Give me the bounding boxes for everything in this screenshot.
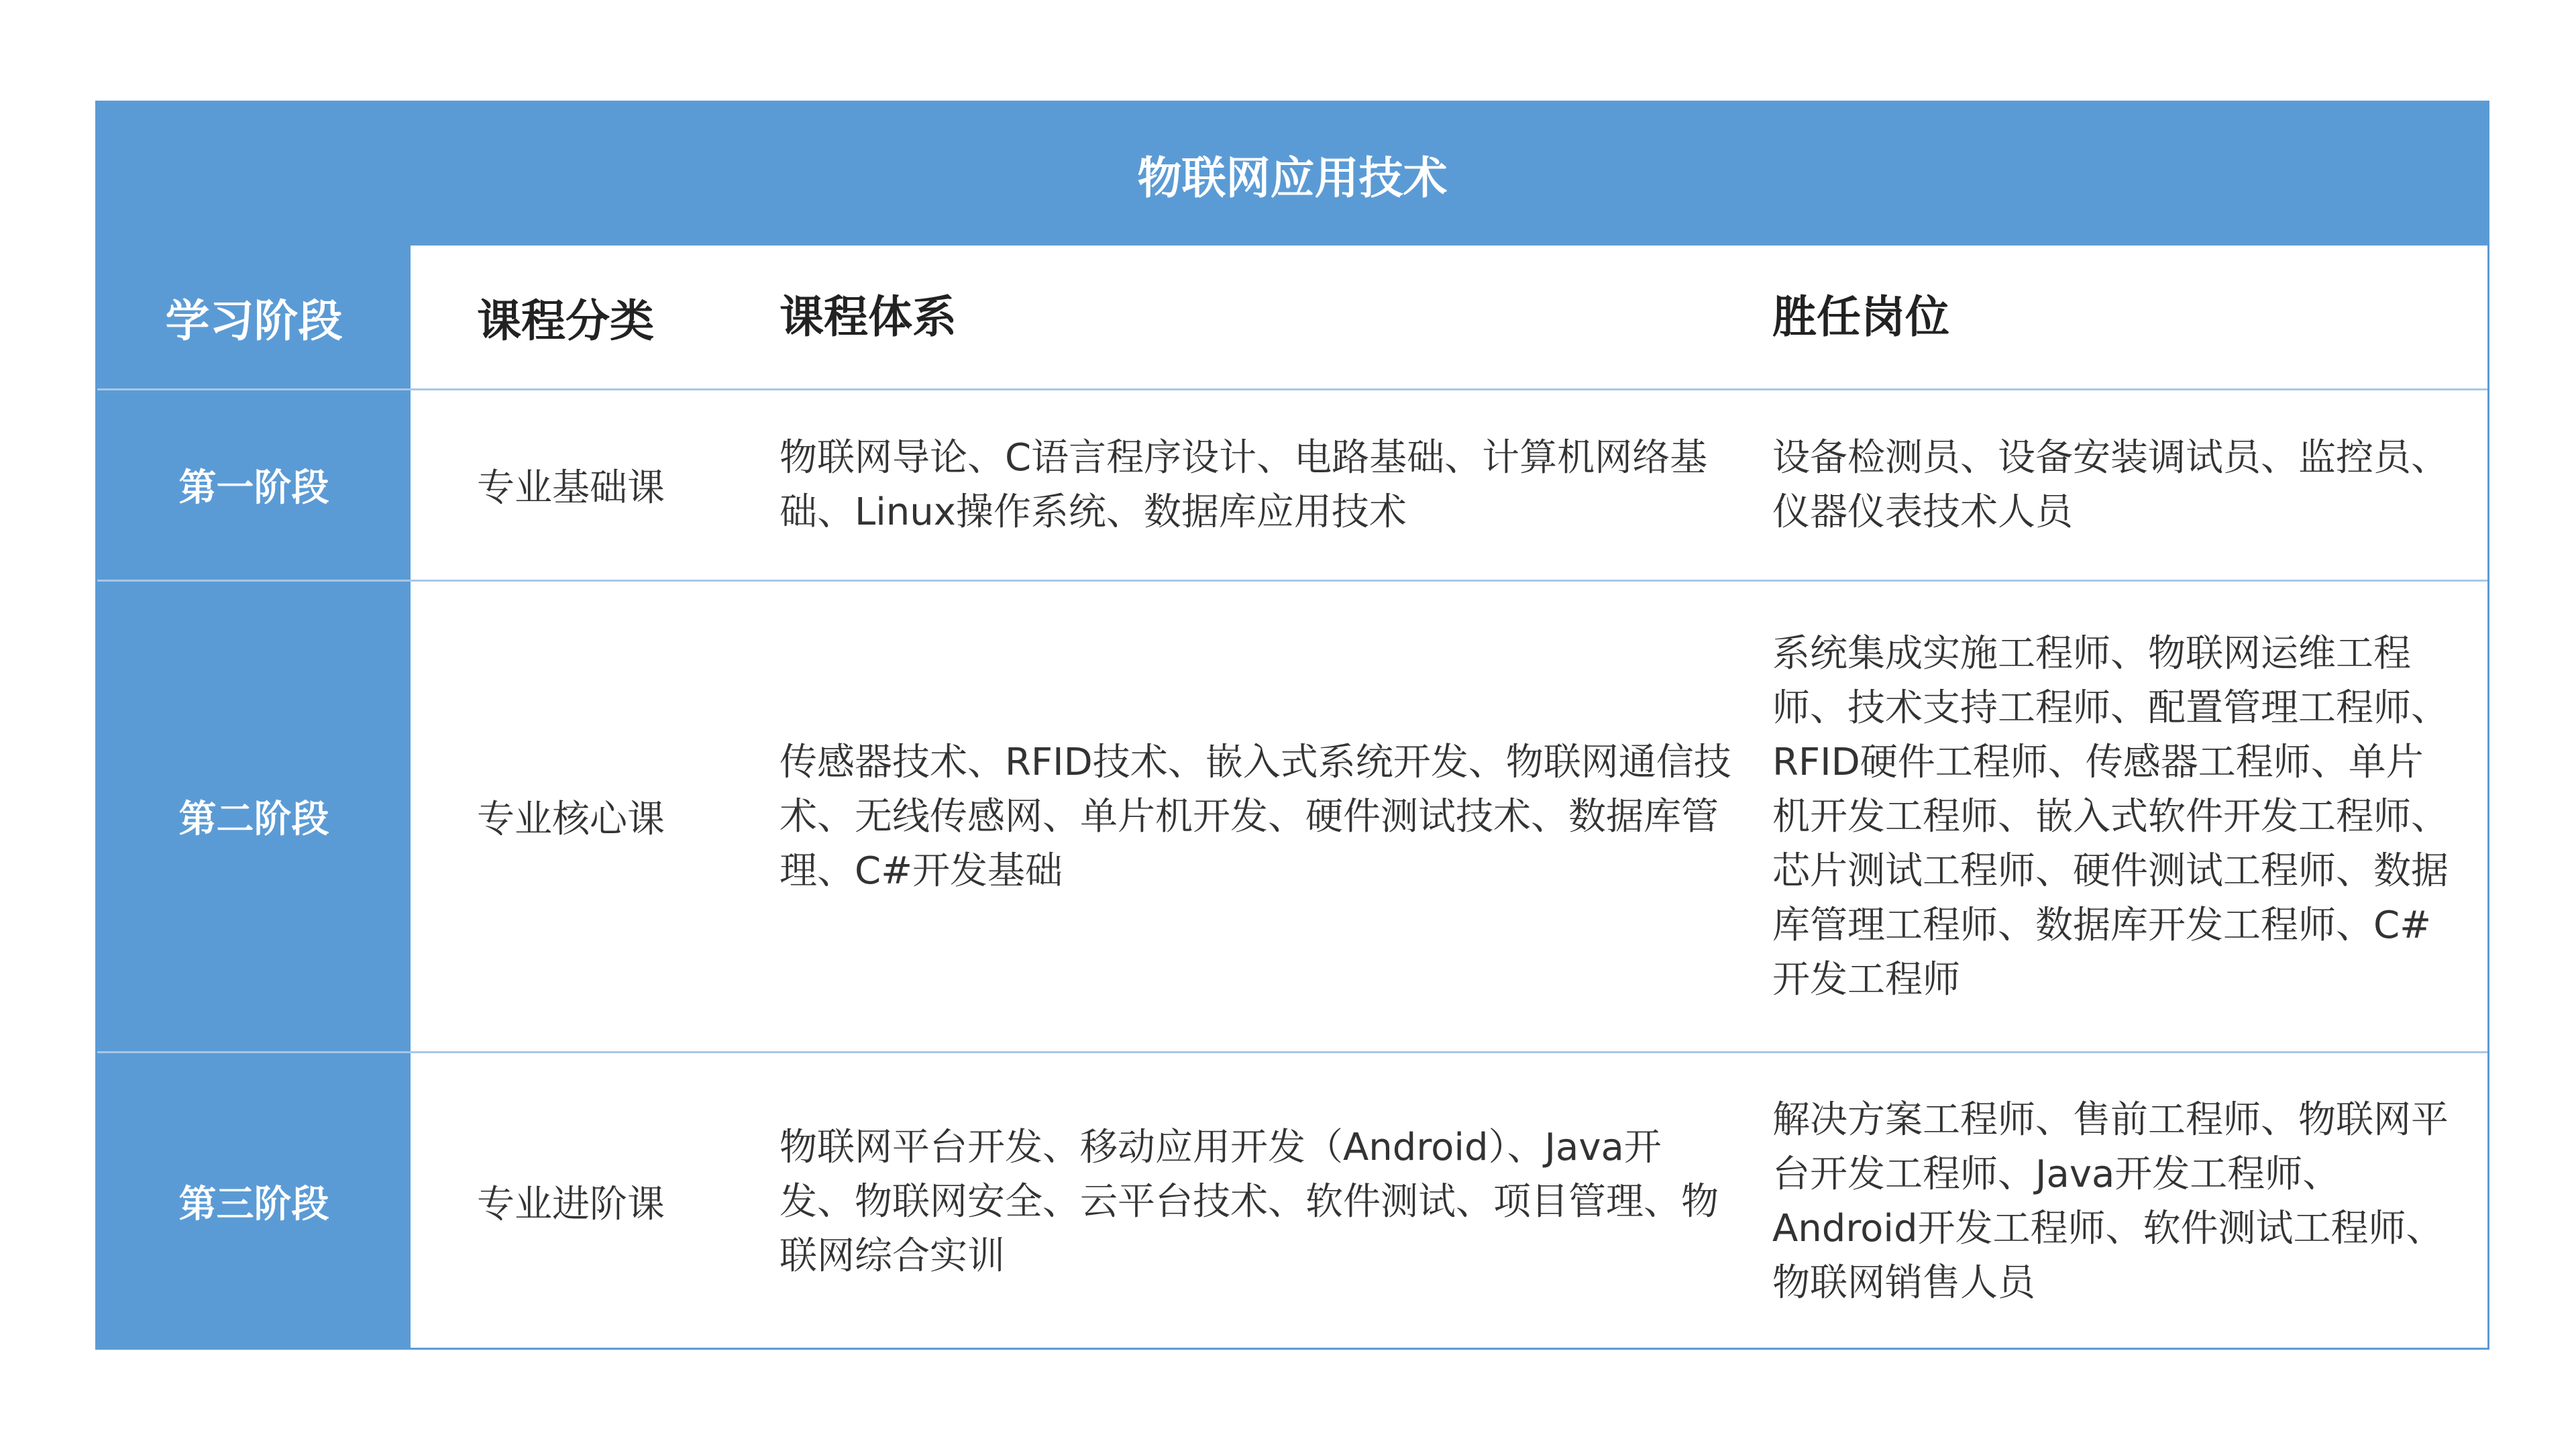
stage-label: 第二阶段: [178, 798, 329, 841]
category-cell: 专业基础课: [477, 466, 665, 510]
header-stage: 学习阶段: [165, 295, 343, 347]
stage-label: 第一阶段: [178, 466, 329, 510]
header-courses: 课程体系: [780, 291, 957, 343]
jobs-text: 设备检测员、设备安装调试员、监控员、仪器仪表技术人员: [1772, 436, 2449, 534]
courses-text: 传感器技术、RFID技术、嵌入式系统开发、物联网通信技术、无线传感网、单片机开发、硬件测试技术、数据库管理、C#开发基础: [780, 740, 1731, 893]
courses-text: 物联网导论、C语言程序设计、电路基础、计算机网络基础、Linux操作系统、数据库应用技术: [780, 436, 1708, 534]
jobs-cell: [1772, 582, 2450, 1051]
courses-text: 物联网平台开发、移动应用开发（Android）、Java开发、物联网安全、云平台技术、软件测试、项目管理、物联网综合实训: [780, 1125, 1719, 1278]
jobs-cell: [1772, 390, 2450, 580]
curriculum-table: [95, 101, 2489, 1350]
header-category: 课程分类: [477, 295, 654, 347]
table-row: [97, 390, 2487, 580]
header-row: [97, 246, 2487, 388]
jobs-text: 系统集成实施工程师、物联网运维工程师、技术支持工程师、配置管理工程师、RFID硬件工程师、传感器工程师、单片机开发工程师、嵌入式软件开发工程师、芯片测试工程师、硬件测试工程师、数据库管理工程师、数据库开发工程师、C#开发工程师: [1772, 631, 2449, 1002]
table-title: 物联网应用技术: [97, 103, 2487, 246]
jobs-text: 解决方案工程师、售前工程师、物联网平台开发工程师、Java开发工程师、Android开发工程师、软件测试工程师、物联网销售人员: [1772, 1098, 2449, 1305]
category-cell: 专业进阶课: [477, 1183, 665, 1226]
category-cell: 专业核心课: [477, 798, 665, 841]
courses-cell: [780, 582, 1732, 1051]
stage-label: 第三阶段: [178, 1183, 329, 1226]
header-jobs: 胜任岗位: [1772, 291, 1949, 343]
table-row: [97, 582, 2487, 1051]
table-row: [97, 1053, 2487, 1350]
courses-cell: [780, 1053, 1732, 1350]
jobs-cell: [1772, 1053, 2450, 1350]
courses-cell: [780, 390, 1732, 580]
